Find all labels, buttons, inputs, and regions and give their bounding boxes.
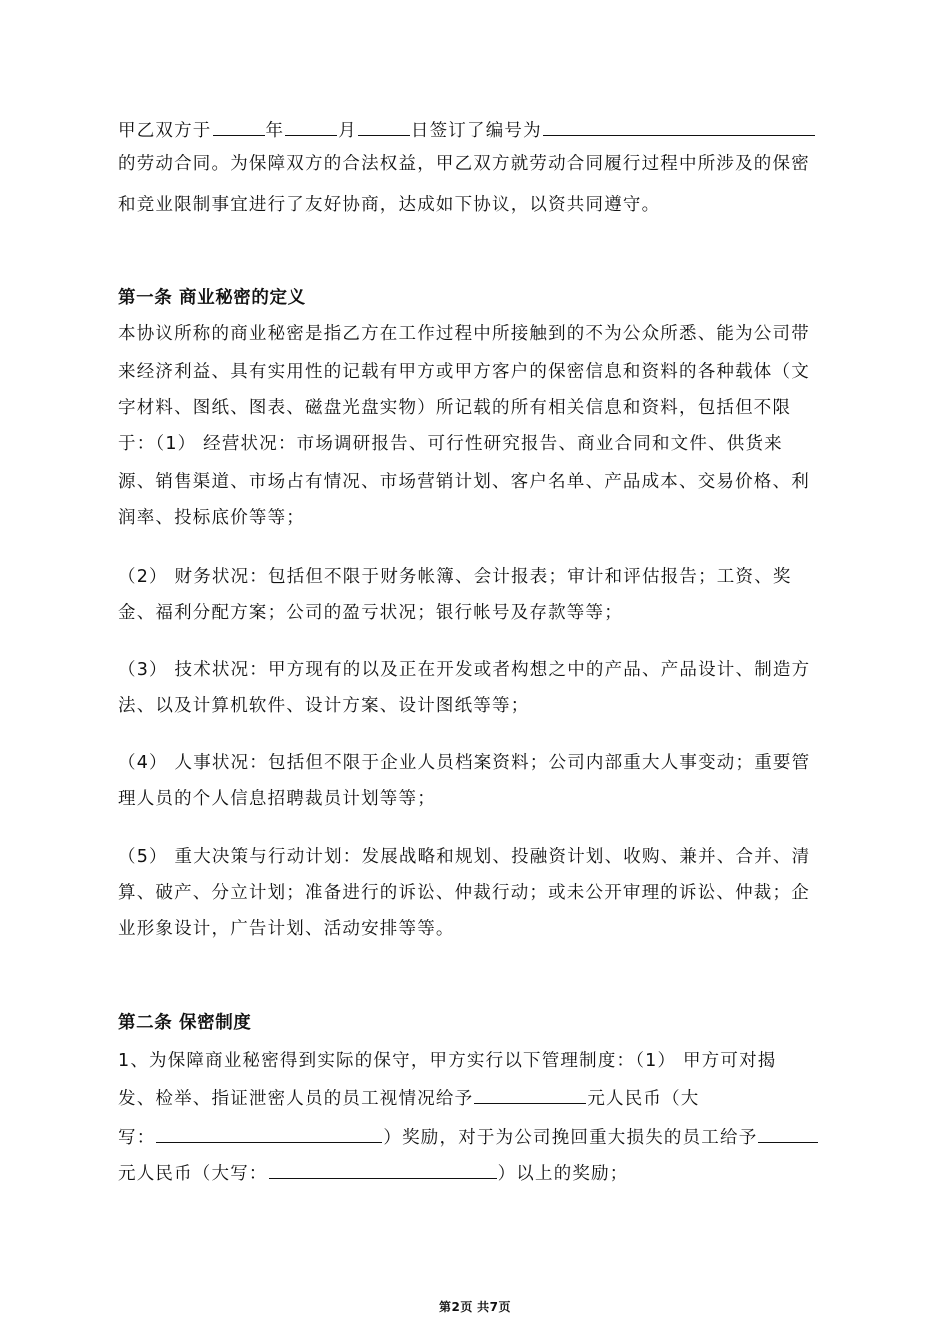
- item-4-line: （4） 人事状况：包括但不限于企业人员档案资料；公司内部重大人事变动；重要管: [118, 753, 811, 773]
- item-5-line: （5） 重大决策与行动计划：发展战略和规划、投融资计划、收购、兼并、合并、清: [118, 847, 811, 867]
- page-total: 共7页: [477, 1300, 512, 1314]
- article-1-heading: 第一条 商业秘密的定义: [118, 288, 306, 308]
- article-1-line: 于：（1） 经营状况：市场调研报告、可行性研究报告、商业合同和文件、供货来: [118, 434, 783, 454]
- article-2-line-3: [118, 1124, 819, 1150]
- contract-number-blank: [543, 117, 815, 136]
- article-2-text: 写：: [118, 1128, 156, 1148]
- article-2-text: 发、检举、指证泄密人员的员工视情况给予: [118, 1089, 474, 1109]
- article-2-text: 元人民币（大写：: [118, 1164, 268, 1184]
- item-5-line: 算、破产、分立计划；准备进行的诉讼、仲裁行动；或未公开审理的诉讼、仲裁；企: [118, 883, 810, 903]
- intro-text: 甲乙双方于: [118, 121, 212, 141]
- article-2-text: ）以上的奖励；: [497, 1164, 629, 1184]
- article-1-line: 来经济利益、具有实用性的记载有甲方或甲方客户的保密信息和资料的各种载体（文: [118, 362, 810, 382]
- intro-line-2: 的劳动合同。为保障双方的合法权益，甲乙双方就劳动合同履行过程中所涉及的保密: [118, 154, 810, 174]
- article-1-line: 润率、投标底价等等；: [118, 508, 305, 528]
- article-2-text: 元人民币（大: [587, 1089, 700, 1109]
- item-3-line: 法、以及计算机软件、设计方案、设计图纸等等；: [118, 696, 530, 716]
- intro-text: 年: [265, 121, 285, 141]
- reward-amount-blank: [474, 1085, 586, 1104]
- article-2-heading: 第二条 保密制度: [118, 1013, 252, 1033]
- page-footer: [0, 1298, 950, 1315]
- article-2-line-4: [118, 1160, 629, 1186]
- intro-text: 日签订了编号为: [410, 121, 542, 141]
- major-loss-reward-blank: [758, 1124, 818, 1143]
- intro-line-3: 和竞业限制事宜进行了友好协商，达成如下协议，以资共同遵守。: [118, 195, 661, 215]
- item-5-line: 业形象设计，广告计划、活动安排等等。: [118, 919, 455, 939]
- article-1-line: 字材料、图纸、图表、磁盘光盘实物）所记载的所有相关信息和资料，包括但不限: [118, 398, 792, 418]
- intro-line-1: [118, 117, 816, 143]
- item-2-line: （2） 财务状况：包括但不限于财务帐簿、会计报表；审计和评估报告；工资、奖: [118, 567, 792, 587]
- article-1-line: 本协议所称的商业秘密是指乙方在工作过程中所接触到的不为公众所悉、能为公司带: [118, 324, 810, 344]
- item-4-line: 理人员的个人信息招聘裁员计划等等；: [118, 789, 436, 809]
- intro-text: 月: [338, 121, 357, 141]
- reward-amount-words-blank: [156, 1124, 382, 1143]
- month-blank: [285, 117, 337, 136]
- day-blank: [358, 117, 410, 136]
- article-2-line-1: 1、为保障商业秘密得到实际的保守，甲方实行以下管理制度：（1） 甲方可对揭: [118, 1051, 777, 1071]
- article-2-line-2: [118, 1085, 700, 1111]
- year-blank: [213, 117, 265, 136]
- item-3-line: （3） 技术状况：甲方现有的以及正在开发或者构想之中的产品、产品设计、制造方: [118, 660, 811, 680]
- item-2-line: 金、福利分配方案；公司的盈亏状况；银行帐号及存款等等；: [118, 603, 623, 623]
- article-2-text: ）奖励，对于为公司挽回重大损失的员工给予: [383, 1128, 758, 1148]
- major-loss-reward-words-blank: [269, 1160, 497, 1179]
- page-number: 第2页: [438, 1300, 473, 1314]
- article-1-line: 源、销售渠道、市场占有情况、市场营销计划、客户名单、产品成本、交易价格、利: [118, 472, 810, 492]
